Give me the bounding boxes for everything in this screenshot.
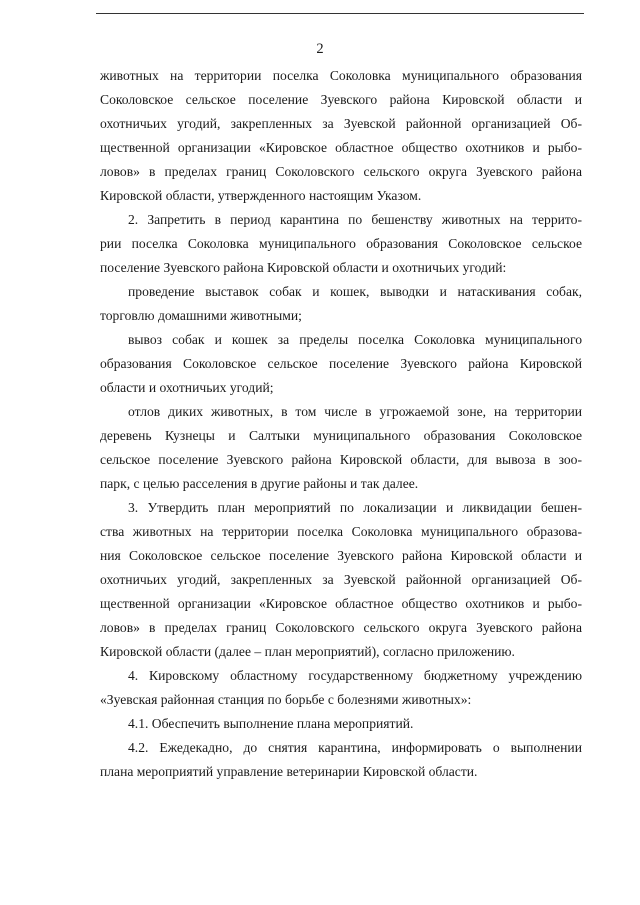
top-rule bbox=[96, 13, 584, 14]
paragraph-line: ния Соколовское сельское поселение Зуевского района Кировской области и bbox=[100, 548, 582, 563]
paragraph-line: проведение выставок собак и кошек, выводки и натаскивания собак, bbox=[128, 284, 582, 299]
paragraph-line: сельское поселение Зуевского района Кировской области, для вывоза в зоо- bbox=[100, 452, 582, 467]
paragraph-line: ловов» в пределах границ Соколовского сельского округа Зуевского района bbox=[100, 620, 582, 635]
paragraph-line: ловов» в пределах границ Соколовского сельского округа Зуевского района bbox=[100, 164, 582, 179]
paragraph-line: охотничьих угодий, закрепленных за Зуевской районной организацией Об- bbox=[100, 116, 582, 131]
paragraph-line: парк, с целью расселения в другие районы и так далее. bbox=[100, 476, 419, 491]
paragraph-line: щественной организации «Кировское областное общество охотников и рыбо- bbox=[100, 596, 582, 611]
paragraph-line: плана мероприятий управление ветеринарии Кировской области. bbox=[100, 764, 478, 779]
paragraph-line: животных на территории поселка Соколовка муниципального образования bbox=[100, 68, 582, 83]
paragraph-line: области и охотничьих угодий; bbox=[100, 380, 274, 395]
paragraph-line: щественной организации «Кировское областное общество охотников и рыбо- bbox=[100, 140, 582, 155]
paragraph-line: поселение Зуевского района Кировской области и охотничьих угодий: bbox=[100, 260, 507, 275]
paragraph-line: охотничьих угодий, закрепленных за Зуевской районной организацией Об- bbox=[100, 572, 582, 587]
paragraph-line: 4.2. Ежедекадно, до снятия карантина, информировать о выполнении bbox=[128, 740, 582, 755]
paragraph-line: Кировской области (далее – план мероприятий), согласно приложению. bbox=[100, 644, 515, 659]
paragraph-line: торговлю домашними животными; bbox=[100, 308, 302, 323]
paragraph-line: отлов диких животных, в том числе в угрожаемой зоне, на территории bbox=[128, 404, 582, 419]
paragraph-line: «Зуевская районная станция по борьбе с болезнями животных»: bbox=[100, 692, 472, 707]
paragraph-line: Соколовское сельское поселение Зуевского района Кировской области и bbox=[100, 92, 582, 107]
paragraph-line: ства животных на территории поселка Соколовка муниципального образова- bbox=[100, 524, 582, 539]
page-number: 2 bbox=[316, 41, 324, 57]
paragraph-line: рии поселка Соколовка муниципального образования Соколовское сельское bbox=[100, 236, 582, 251]
paragraph-line: 3. Утвердить план мероприятий по локализации и ликвидации бешен- bbox=[128, 500, 582, 515]
paragraph-line: вывоз собак и кошек за пределы поселка Соколовка муниципального bbox=[128, 332, 582, 347]
paragraph-line: 4.1. Обеспечить выполнение плана мероприятий. bbox=[128, 716, 414, 731]
paragraph-line: Кировской области, утвержденного настоящим Указом. bbox=[100, 188, 422, 203]
paragraph-line: 4. Кировскому областному государственному бюджетному учреждению bbox=[128, 668, 582, 683]
paragraph-line: деревень Кузнецы и Салтыки муниципального образования Соколовское bbox=[100, 428, 582, 443]
paragraph-line: образования Соколовское сельское поселение Зуевского района Кировской bbox=[100, 356, 582, 371]
paragraph-line: 2. Запретить в период карантина по бешенству животных на террито- bbox=[128, 212, 582, 227]
